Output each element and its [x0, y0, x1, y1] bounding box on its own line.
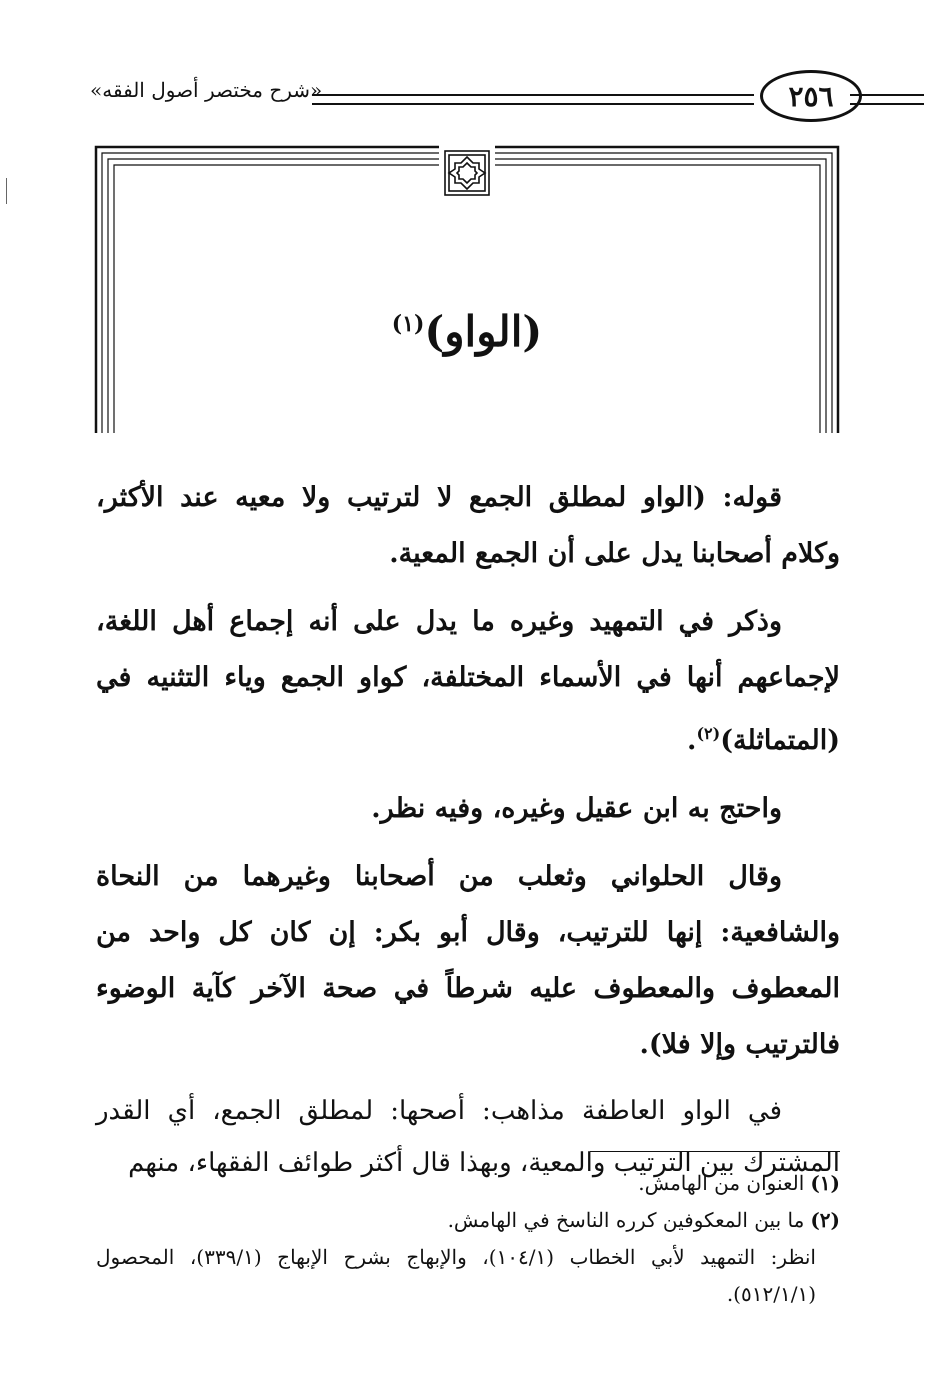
body-text [96, 470, 840, 1201]
footnote-text: العنوان من الهامش. [638, 1171, 805, 1195]
paragraph-text: وذكر في التمهيد وغيره ما يدل على أنه إجماع أهل اللغة، لإجماعهم أنها في الأسماء المختلفة، كواو الجمع وياء التثنيه في (المتماثلة) [96, 606, 840, 756]
page-number: ٢٥٦ [760, 70, 862, 122]
running-header [90, 70, 840, 120]
chapter-title-text: (الواو) [424, 307, 543, 356]
book-title: «شرح مختصر أصول الفقه» [90, 78, 323, 102]
footnote-ref: (٢) [696, 724, 721, 743]
footnote-ref: (١) [391, 311, 425, 337]
footnote-2 [96, 1202, 840, 1239]
ornament-icon [439, 145, 495, 201]
chapter-frame [94, 145, 840, 433]
paragraph [96, 594, 840, 769]
footnote-text: ما بين المعكوفين كرره الناسخ في الهامش. [447, 1208, 805, 1232]
scan-mark [6, 178, 7, 204]
footnote-number: (١) [810, 1171, 840, 1195]
chapter-title [94, 307, 840, 356]
footnote-divider [590, 1151, 840, 1152]
footnote-1 [96, 1165, 840, 1202]
footnote-2-continuation: انظر: التمهيد لأبي الخطاب (١٠٤/١)، والإبهاج بشرح الإبهاج (٣٣٩/١)، المحصول (٥١٢/١/١). [96, 1245, 816, 1306]
header-rule-left [312, 94, 754, 105]
paragraph: وقال الحلواني وثعلب من أصحابنا وغيرهما من النحاة والشافعية: إنها للترتيب، وقال أبو بكر: إن كان كل واحد من المعطوف والمعطوف عليه شرطاً في صحة الآخر كآية الوضوء فالترتيب وإلا فلا). [96, 861, 840, 1060]
paragraph-end: . [687, 725, 697, 756]
footnote-number: (٢) [810, 1208, 840, 1232]
paragraph: واحتج به ابن عقيل وغيره، وفيه نظر. [371, 793, 782, 824]
header-rule-right [850, 94, 924, 105]
footnotes [96, 1165, 840, 1313]
paragraph: قوله: (الواو لمطلق الجمع لا لترتيب ولا معيه عند الأكثر، وكلام أصحابنا يدل على أن الجمع المعية. [96, 482, 840, 569]
commentary-paragraph: في الواو العاطفة مذاهب: أصحها: لمطلق الجمع، أي القدر المشترك بين الترتيب والمعية، وبهذا قال أكثر طوائف الفقهاء، منهم [96, 1096, 840, 1178]
